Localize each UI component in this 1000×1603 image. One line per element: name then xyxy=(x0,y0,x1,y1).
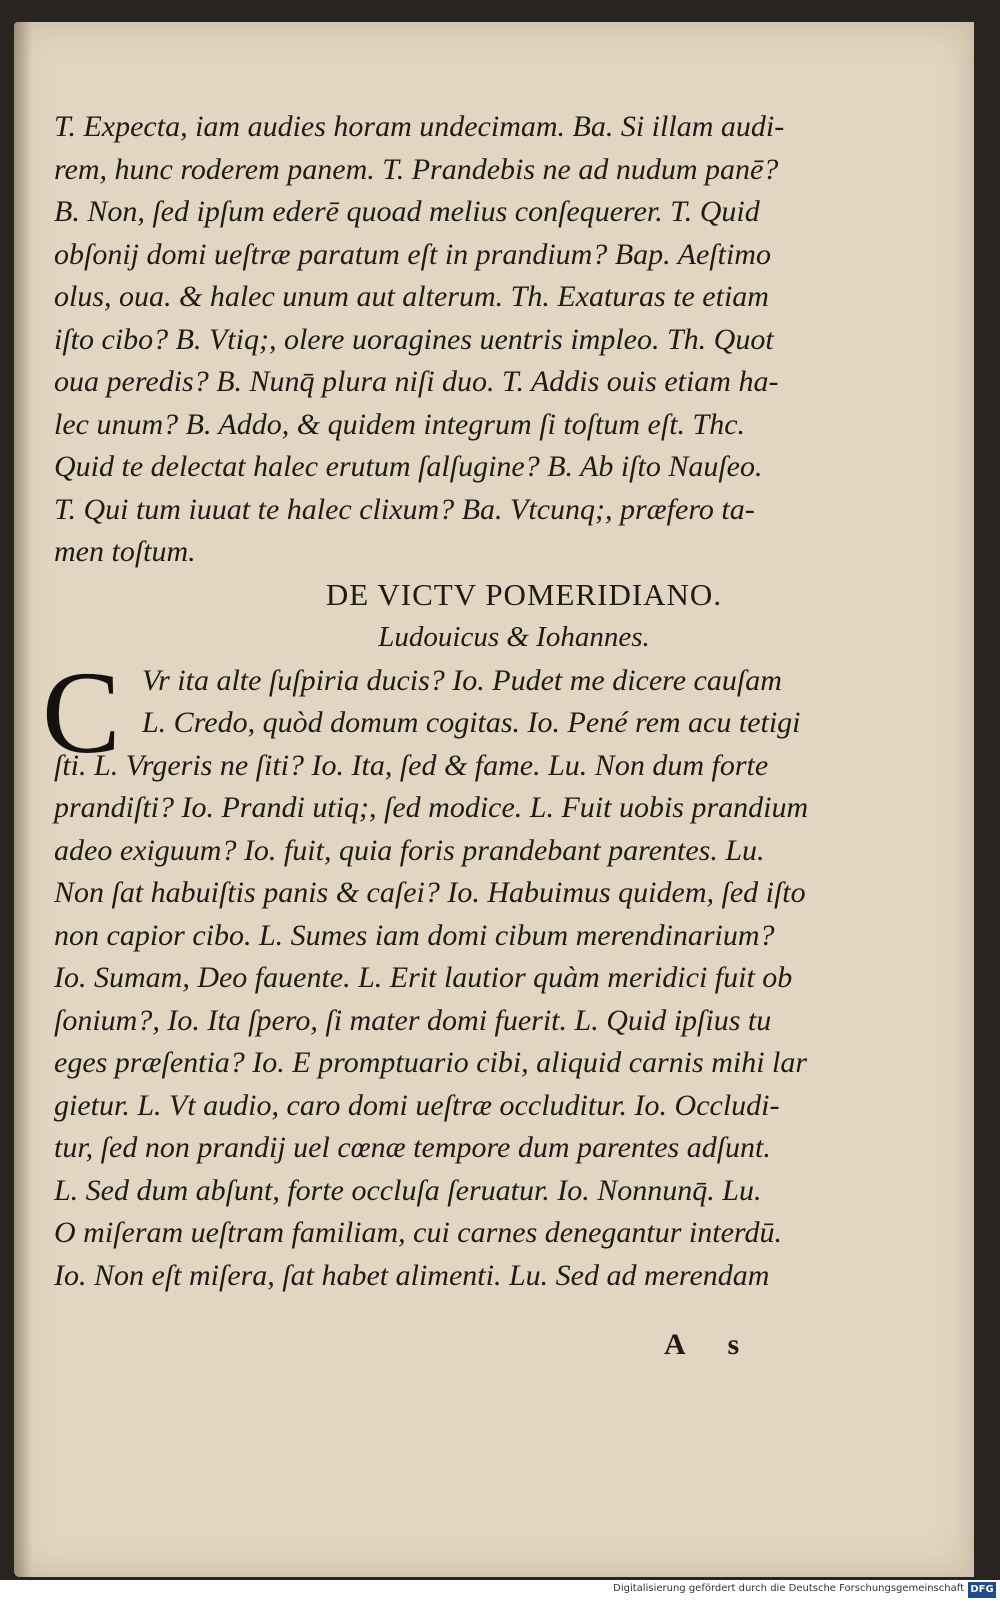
footer-bar xyxy=(0,1580,1000,1603)
page-text xyxy=(42,106,854,1297)
text-line: non capior cibo. L. Sumes iam domi cibum merendinarium? xyxy=(54,918,775,952)
dialogue-speakers: Ludouicus & Iohannes. xyxy=(378,620,650,653)
text-line: T. Qui tum iuuat te halec clixum? Ba. Vtcunq;, præfero ta- xyxy=(54,492,755,526)
text-line: Quid te delectat halec erutum ſalſugine? B. Ab iſto Nauſeo. xyxy=(54,450,763,483)
text-line: B. Non, ſed ipſum ederē quoad melius conſequerer. T. Quid xyxy=(54,195,760,228)
text-line: Io. Non eſt miſera, ſat habet alimenti. Lu. Sed ad merendam xyxy=(54,1258,770,1292)
section-heading: DE VICTV POMERIDIANO. xyxy=(325,576,723,612)
page-edge xyxy=(964,22,974,1577)
text-line: tur, ſed non prandij uel cœnæ tempore dum parentes adſunt. xyxy=(54,1131,771,1164)
dfg-logo: DFG xyxy=(968,1582,996,1598)
text-line: eges præſentia? Io. E promptuario cibi, aliquid carnis mihi lar xyxy=(54,1046,808,1079)
book-page xyxy=(14,22,974,1577)
text-line: Io. Sumam, Deo fauente. L. Erit lautior quàm meridici fuit ob xyxy=(54,961,793,994)
text-line: obſonij domi ueſtræ paratum eſt in prandium? Bap. Aeſtimo xyxy=(54,237,771,271)
text-line: adeo exiguum? Io. fuit, quia foris prandebant parentes. Lu. xyxy=(54,833,765,867)
text-line: men toſtum. xyxy=(54,535,196,568)
text-line: L. Sed dum abſunt, forte occluſa ſeruatur. Io. Nonnunq̄. Lu. xyxy=(54,1173,762,1207)
text-line: O miſeram ueſtram familiam, cui carnes denegantur interdū. xyxy=(54,1216,782,1249)
text-line: ſti. L. Vrgeris ne ſiti? Io. Ita, ſed & fame. Lu. Non dum forte xyxy=(54,748,769,782)
text-line: prandiſti? Io. Prandi utiq;, ſed modice. L. Fuit uobis prandium xyxy=(54,791,809,824)
funding-credit: Digitalisierung gefördert durch die Deutsche Forschungsgemeinschaft xyxy=(613,1583,964,1594)
text-line: T. Expecta, iam audies horam undecimam. Ba. Si illam audi- xyxy=(54,110,785,143)
text-line: ſonium?, Io. Ita ſpero, ſi mater domi fuerit. L. Quid ipſius tu xyxy=(54,1003,772,1037)
text-line: olus, oua. & halec unum aut alterum. Th. Exaturas te etiam xyxy=(54,280,769,313)
text-line: lec unum? B. Addo, & quidem integrum ſi toſtum eſt. Thc. xyxy=(54,407,746,441)
text-line: gietur. L. Vt audio, caro domi ueſtræ occluditur. Io. Occludi- xyxy=(54,1088,780,1122)
text-line: Vr ita alte ſuſpiria ducis? Io. Pudet me dicere cauſam xyxy=(142,663,782,697)
text-line: iſto cibo? B. Vtiq;, olere uoragines uentris impleo. Th. Quot xyxy=(54,322,774,356)
drop-cap-initial: C xyxy=(42,646,121,778)
text-line: Non ſat habuiſtis panis & caſei? Io. Habuimus quidem, ſed iſto xyxy=(54,876,806,909)
text-line: L. Credo, quòd domum cogitas. Io. Pené rem acu tetigi xyxy=(142,706,801,739)
text-line: rem, hunc roderem panem. T. Prandebis ne ad nudum panē? xyxy=(54,152,779,186)
signature-mark: A s xyxy=(664,1328,758,1361)
gutter-shadow xyxy=(14,22,32,1577)
text-line: oua peredis? B. Nunq̄ plura niſi duo. T. Addis ouis etiam ha- xyxy=(54,365,779,398)
